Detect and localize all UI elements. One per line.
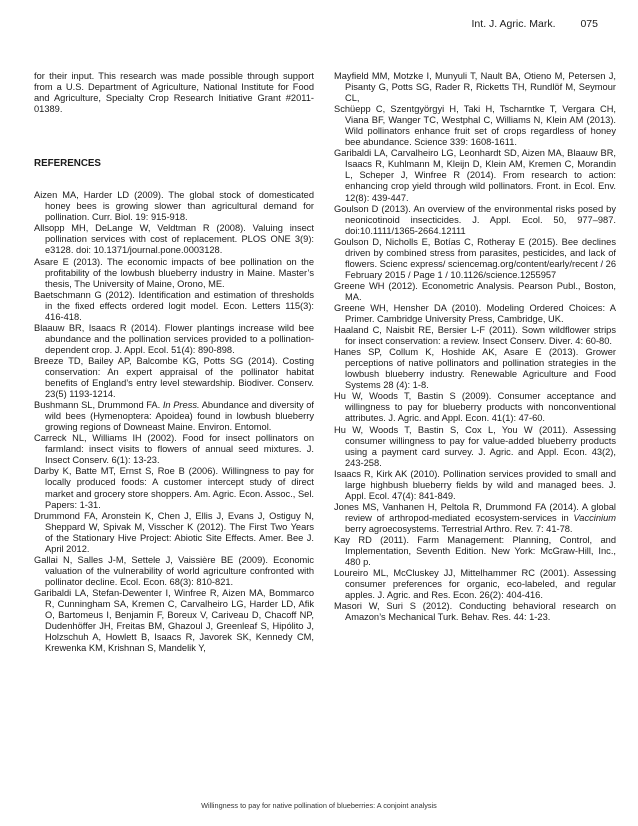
page-number: 075 bbox=[580, 18, 598, 30]
reference-entry: Asare E (2013). The economic impacts of bee pollination on the profitability of the lowbush blueberry industry in Maine. Master’s thesis, The University of Maine, Orono, ME. bbox=[34, 256, 314, 289]
reference-entry: Kay RD (2011). Farm Management: Planning, Control, and Implementation, Seventh Edition. New York: McGraw-Hill, Inc., 480 p. bbox=[334, 534, 616, 568]
reference-list-left bbox=[34, 190, 314, 654]
reference-entry: Haaland C, Naisbit RE, Bersier L-F (2011). Sown wildflower strips for insect conservation: a review. Insect Conserv. Diver. 4: 60-80. bbox=[334, 325, 616, 347]
reference-entry bbox=[334, 502, 616, 535]
reference-entry: Carreck NL, Williams IH (2002). Food for insect pollinators on farmland: insect visits to flowers of annual seed mixtures. J. Insect Conserv. 6(1): 13-23. bbox=[34, 433, 314, 466]
journal-name: Int. J. Agric. Mark. bbox=[471, 18, 556, 30]
right-column bbox=[334, 71, 616, 623]
reference-entry: Greene WH (2012). Econometric Analysis. Pearson Publ., Boston, MA. bbox=[334, 280, 616, 302]
reference-text: Bushmann SL, Drummond FA. bbox=[34, 400, 163, 411]
reference-entry: Allsopp MH, DeLange W, Veldtman R (2008). Valuing insect pollination services with cost of replacement. PLOS ONE 3(9): e3128. doi: 10.1371/journal.pone.0003128. bbox=[34, 223, 314, 256]
running-footer: Willingness to pay for native pollination of blueberries: A conjoint analysis bbox=[201, 801, 437, 810]
running-header bbox=[472, 18, 598, 30]
reference-text: berry agroecosystems. Terrestrial Arthro. Rev. 7: 41-78. bbox=[345, 523, 573, 534]
reference-entry: Loureiro ML, McCluskey JJ, Mittelhammer RC (2001). Assessing consumer preferences for organic, eco-labeled, and regular apples. J. Agric. and Res. Econ. 26(2): 404-416. bbox=[334, 568, 616, 601]
reference-text: Abundance and diversity of wild bees (Hymenoptera: Apoidea) found in lowbush blueberry growing regions of Downeast Maine. Environ. Entomol. bbox=[45, 400, 314, 433]
acknowledgement-text: for their input. This research was made possible through support from a U.S. Department of Agriculture, National Institute for Food and Agriculture, Specialty Crop Research Initiative Grant #2011-01389. bbox=[34, 71, 314, 115]
reference-entry: Breeze TD, Bailey AP, Balcombe KG, Potts SG (2014). Costing conservation: An expert appraisal of the pollinator habitat benefits of England’s entry level stewardship. Biodiver. Conserv. 23(5) 1193-1214. bbox=[34, 355, 314, 400]
reference-italic-text: Vaccinium bbox=[573, 512, 616, 523]
reference-entry: Greene WH, Hensher DA (2010). Modeling Ordered Choices: A Primer. Cambridge University Press, Cambridge, UK. bbox=[334, 302, 616, 325]
reference-text: Jones MS, Vanhanen H, Peltola R, Drummond FA (2014). A global review of arthropod-mediated ecosystem-services in bbox=[334, 501, 616, 523]
reference-entry: Garibaldi LA, Carvalheiro LG, Leonhardt SD, Aizen MA, Blaauw BR, Isaacs R, Kuhlmann M, Kleijn D, Klein AM, Kremen C, Morandin L, Scheper J, Winfree R (2014). From research to action: enhancing crop yield through wild pollinators. Front. in Ecol. Env. 12(8): 439-447. bbox=[334, 148, 616, 203]
reference-entry: Mayfield MM, Motzke I, Munyuli T, Nault BA, Otieno M, Petersen J, Pisanty G, Potts SG, Rader R, Ricketts TH, Rundlöf M, Seymour CL, bbox=[334, 71, 616, 104]
left-column bbox=[34, 71, 314, 654]
reference-entry: Hanes SP, Collum K, Hoshide AK, Asare E (2013). Grower perceptions of native pollinators and pollination strategies in the lowbush blueberry industry. Renewable Agriculture and Food Systems 28 (4): 1-8. bbox=[334, 347, 616, 391]
reference-entry: Masori W, Suri S (2012). Conducting behavioral research on Amazon’s Mechanical Turk. Behav. Res. 44: 1-23. bbox=[334, 601, 616, 623]
reference-entry: Aizen MA, Harder LD (2009). The global stock of domesticated honey bees is growing slower than agricultural demand for pollination. Curr. Biol. 19: 915-918. bbox=[34, 190, 314, 223]
reference-entry: Schüepp C, Szentgyörgyi H, Taki H, Tscharntke T, Vergara CH, Viana BF, Wanger TC, Westphal C, Williams N, Klein AM (2013). Wild pollinators enhance fruit set of crops regardless of honey bee abundance. Science 339: 1608-1611. bbox=[334, 104, 616, 148]
reference-entry: Garibaldi LA, Stefan-Dewenter I, Winfree R, Aizen MA, Bommarco R, Cunningham SA, Kremen C, Carvalheiro LG, Harder LD, Afik O, Bartomeus I, Benjamin F, Boreux V, Cariveau D, Chacoff NP, Dudenhöffer JH, Freitas BM, Ghazoul J, Greenleaf S, Hipólito J, Holzschuh A, Howlett B, Isaacs R, Javorek SK, Kennedy CM, Krewenka KM, Krishnan S, Mandelik Y, bbox=[34, 587, 314, 654]
reference-entry: Darby K, Batte MT, Ernst S, Roe B (2006). Willingness to pay for locally produced foods: A customer intercept study of direct market and grocery store shoppers. Am. Agric. Econ. Assoc., Sel. Papers: 1-31. bbox=[34, 466, 314, 510]
references-heading: REFERENCES bbox=[34, 158, 101, 170]
reference-entry: Gallai N, Salles J-M, Settele J, Vaissière BE (2009). Economic valuation of the vulnerability of world agriculture confronted with pollinator decline. Ecol. Econ. 68(3): 810-821. bbox=[34, 554, 314, 587]
reference-entry: Baetschmann G (2012). Identification and estimation of thresholds in the fixed effects ordered logit model. Econ. Letters 115(3): 416-418. bbox=[34, 289, 314, 322]
reference-entry: Blaauw BR, Isaacs R (2014). Flower plantings increase wild bee abundance and the pollination services provided to a pollination-dependent crop. J. Appl. Ecol. 51(4): 890-898. bbox=[34, 322, 314, 355]
reference-entry: Isaacs R, Kirk AK (2010). Pollination services provided to small and large highbush blueberry fields by wild and managed bees. J. Appl. Ecol. 47(4): 841-849. bbox=[334, 468, 616, 501]
reference-entry: Drummond FA, Aronstein K, Chen J, Ellis J, Evans J, Ostiguy N, Sheppard W, Spivak M, Visscher K (2012). The First Two Years of the Stationary Hive Project: Abiotic Site Effects. Amer. Bee J. April 2012. bbox=[34, 510, 314, 554]
reference-entry: Hu W, Woods T, Bastin S (2009). Consumer acceptance and willingness to pay for blueberry products with nonconventional attributes. J. Agric. and Appl. Econ. 41(1): 47-60. bbox=[334, 391, 616, 424]
reference-entry: Goulson D (2013). An overview of the environmental risks posed by neonicotinoid insecticides. J. Appl. Ecol. 50, 977–987. doi:10.1111/1365-2664.12111 bbox=[334, 203, 616, 236]
reference-list-right bbox=[334, 71, 616, 623]
reference-italic-text: In Press. bbox=[162, 400, 200, 411]
reference-entry: Goulson D, Nicholls E, Botías C, Rotheray E (2015). Bee declines driven by combined stress from parasites, pesticides, and lack of flowers. Scienc express/ sciencemag.org/content/early/recent / 26 February 2015 / Page 1 / 10.1126/science.1255957 bbox=[334, 236, 616, 280]
reference-entry: Hu W, Woods T, Bastin S, Cox L, You W (2011). Assessing consumer willingness to pay for value-added blueberry products using a payment card survey. J. Agric. and Appl. Econ. 43(2), 243-258. bbox=[334, 424, 616, 468]
reference-entry bbox=[34, 400, 314, 433]
